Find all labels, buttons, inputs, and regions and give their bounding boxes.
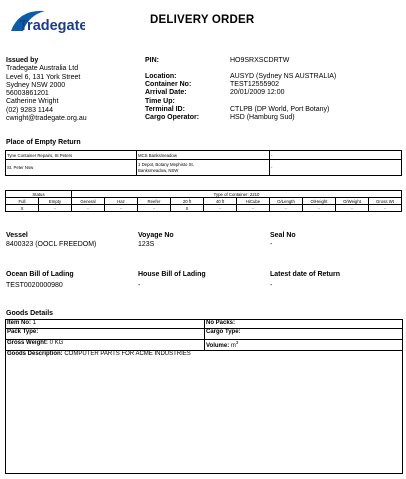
seal-label: Seal No [270,232,296,239]
issued-by-block [6,57,87,123]
status-value: X [6,205,39,212]
detail-value-container: TEST12555902 [230,81,280,88]
issued-by-heading: Issued by [6,57,39,64]
goods-gross-weight-cell [6,340,205,351]
empty-return-cell: Tyne Container Repairs, St Peters [6,151,137,160]
status-column-header: Reefer [138,198,171,205]
status-value: - [204,205,237,212]
goods-table [5,319,403,474]
empty-return-heading: Place of Empty Return [6,139,81,146]
status-column-header: Empty [39,198,72,205]
empty-return-cell: St. Peter Nsw [6,160,137,176]
goods-volume-unit-sup: 3 [235,340,239,345]
detail-label-time-up: Time Up: [145,98,175,105]
tradegate-logo [5,5,85,39]
goods-description-label: Goods Description: [7,351,63,357]
status-column-header: O/Length [270,198,303,205]
detail-value-location: AUSYD (Sydney NS AUSTRALIA) [230,73,337,80]
empty-return-cell: - [270,160,402,176]
goods-pack-type-cell [6,329,205,340]
status-column-header: Gross Wt [369,198,402,205]
issued-by-line: 56003861201 [6,90,49,98]
ocean-bl-value: TEST0020000980 [6,282,63,289]
voyage-label: Voyage No [138,232,174,239]
goods-cargo-type-cell [205,329,403,340]
goods-heading: Goods Details [6,310,54,317]
ocean-bl-label: Ocean Bill of Lading [6,271,74,278]
logo-text: Tradegate [19,18,85,34]
issued-by-line: Sydney NSW 2000 [6,81,66,89]
detail-value-arrival: 20/01/2009 12:00 [230,89,285,96]
detail-value-terminal: CTLPB (DP World, Port Botany) [230,106,330,113]
status-column-header: HiCube [237,198,270,205]
empty-return-cell: MCS Banksmeadow [137,151,270,160]
status-value: - [369,205,402,212]
status-heading: Status [6,191,72,198]
status-value: - [138,205,171,212]
empty-return-table [5,150,402,176]
goods-cargo-type-label: Cargo Type: [206,329,241,335]
detail-value-cargo-operator: HSD (Hamburg Sud) [230,114,295,121]
vessel-value: 8400323 (OOCL FREEDOM) [6,241,97,248]
detail-label-container: Container No: [145,81,192,88]
status-column-header: 40 ft [204,198,237,205]
detail-label-cargo-operator: Cargo Operator: [145,114,200,121]
goods-no-packs-label: No Packs: [206,320,236,326]
vessel-label: Vessel [6,232,28,239]
status-column-header: O/Weight [336,198,369,205]
status-value: - [336,205,369,212]
status-value: - [237,205,270,212]
empty-return-cell: 1 Depot, Botany Mephisto St, Banksmeadow, NSW [137,160,270,176]
latest-return-value: - [270,282,273,289]
house-bl-value: - [138,282,141,289]
status-value: - [270,205,303,212]
goods-no-packs-cell [205,320,403,329]
goods-volume: m [230,343,236,349]
goods-pack-type-label: Pack Type: [7,329,39,335]
goods-item-no-cell [6,320,205,329]
status-value: - [105,205,138,212]
latest-return-label: Latest date of Return [270,271,341,278]
goods-item-no: 1 [32,320,37,326]
voyage-value: 123S [138,241,155,248]
status-value: X [171,205,204,212]
status-value: - [39,205,72,212]
status-column-header: Full [6,198,39,205]
container-status-table [5,190,402,212]
goods-gross-weight-label: Gross Weight: [7,340,48,346]
status-column-header: O/Height [303,198,336,205]
goods-gross-weight: 0 KG [49,340,64,346]
status-value: - [303,205,336,212]
issued-by-line: Level 6, 131 York Street [6,73,81,81]
detail-value-pin: HO9SRXSCDRTW [230,57,290,64]
issued-by-line: (02) 9283 1144 [6,106,53,114]
house-bl-label: House Bill of Lading [138,271,206,278]
goods-description-cell [6,351,403,474]
goods-item-no-label: Item No: [7,320,31,326]
container-type-heading: Type of Container: 2210 [72,191,402,198]
status-column-header: General [72,198,105,205]
status-value: - [72,205,105,212]
detail-label-terminal: Terminal ID: [145,106,185,113]
detail-label-pin: PIN: [145,57,159,64]
goods-volume-cell [205,340,403,351]
issued-by-line: Catherine Wright [6,98,59,106]
empty-return-cell: - [270,151,402,160]
goods-volume-label: Volume: [206,343,230,349]
detail-label-location: Location: [145,73,177,80]
status-column-header: Haz [105,198,138,205]
issued-by-line: Tradegate Australia Ltd [6,65,79,73]
status-column-header: 20 ft [171,198,204,205]
document-title: DELIVERY ORDER [150,14,255,26]
seal-value: - [270,241,273,248]
issued-by-line: cwright@tradegate.org.au [6,115,87,123]
goods-description: COMPUTER PARTS FOR ACME INDUSTRIES [64,351,191,357]
detail-label-arrival: Arrival Date: [145,89,187,96]
